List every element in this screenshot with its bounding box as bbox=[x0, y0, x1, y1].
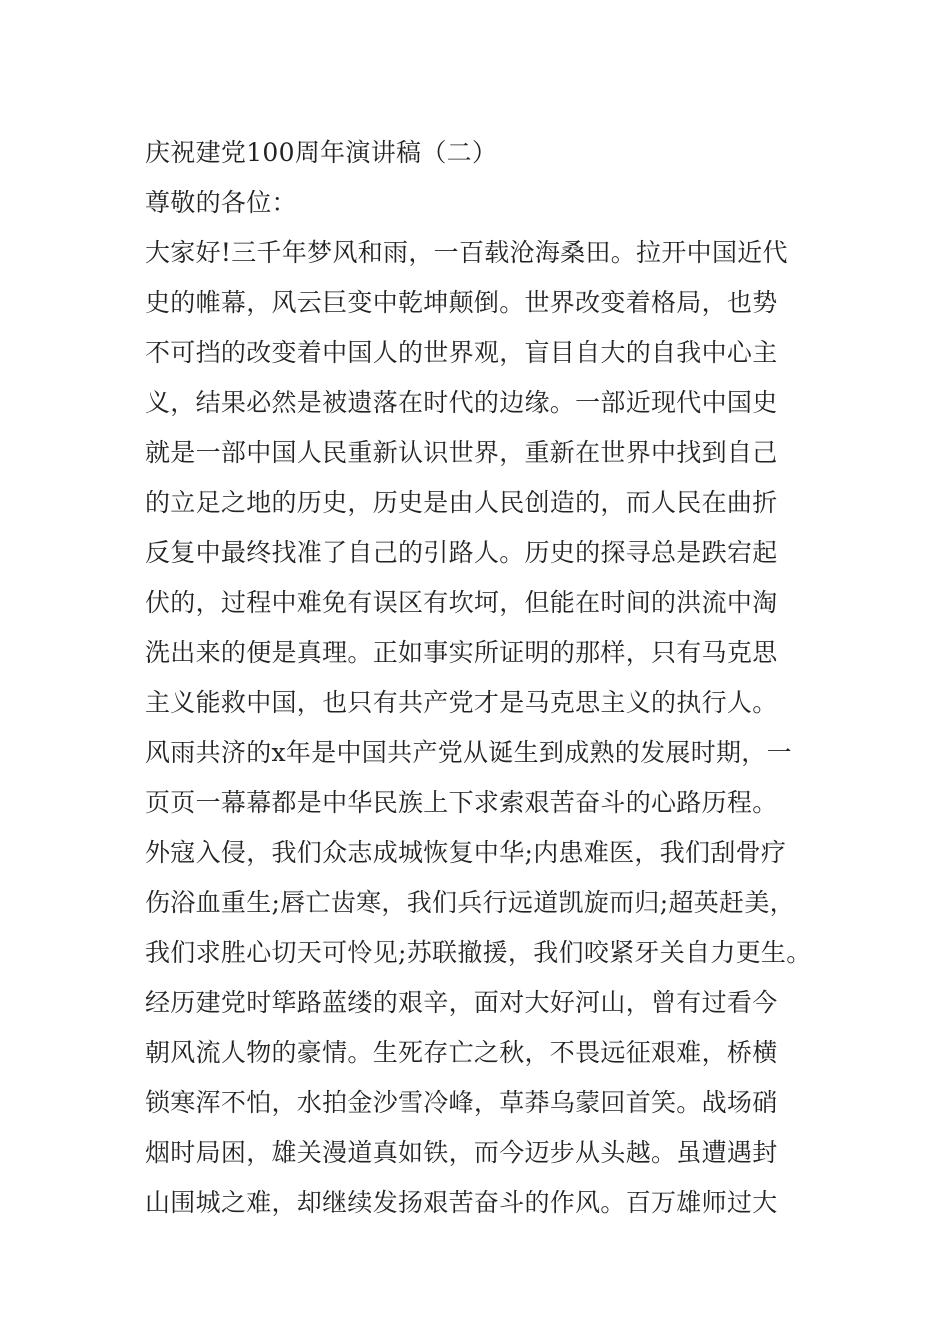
paragraph-line: 大家好!三千年梦风和雨，一百载沧海桑田。拉开中国近代 bbox=[145, 238, 788, 267]
paragraph-line: 朝风流人物的豪情。生死存亡之秋，不畏远征艰难，桥横 bbox=[145, 1038, 778, 1067]
speech-text bbox=[145, 128, 845, 1228]
paragraph-line: 风雨共济的x年是中国共产党从诞生到成熟的发展时期，一 bbox=[145, 738, 792, 767]
speech-title: 庆祝建党100周年演讲稿（二） bbox=[145, 138, 498, 167]
paragraph-line: 经历建党时筚路蓝缕的艰辛，面对大好河山，曾有过看今 bbox=[145, 988, 778, 1017]
paragraph-line: 史的帷幕，风云巨变中乾坤颠倒。世界改变着格局，也势 bbox=[145, 288, 778, 317]
paragraph-line: 锁寒浑不怕，水拍金沙雪冷峰，草莽乌蒙回首笑。战场硝 bbox=[145, 1088, 778, 1117]
speech-salutation: 尊敬的各位： bbox=[145, 188, 297, 217]
paragraph-line: 主义能救中国，也只有共产党才是马克思主义的执行人。 bbox=[145, 688, 778, 717]
paragraph-line: 山围城之难，却继续发扬艰苦奋斗的作风。百万雄师过大 bbox=[145, 1188, 778, 1217]
paragraph-line: 烟时局困，雄关漫道真如铁，而今迈步从头越。虽遭遇封 bbox=[145, 1138, 778, 1167]
paragraph-line: 就是一部中国人民重新认识世界，重新在世界中找到自己 bbox=[145, 438, 778, 467]
paragraph-line: 义，结果必然是被遗落在时代的边缘。一部近现代中国史 bbox=[145, 388, 778, 417]
paragraph-line: 页页一幕幕都是中华民族上下求索艰苦奋斗的心路历程。 bbox=[145, 788, 778, 817]
paragraph-line: 伤浴血重生;唇亡齿寒，我们兵行远道凯旋而归;超英赶美， bbox=[145, 888, 795, 917]
paragraph-line: 外寇入侵，我们众志成城恢复中华;内患难医，我们刮骨疗 bbox=[145, 838, 787, 867]
paragraph-line: 的立足之地的历史，历史是由人民创造的，而人民在曲折 bbox=[145, 488, 778, 517]
paragraph-line: 伏的，过程中难免有误区有坎坷，但能在时间的洪流中淘 bbox=[145, 588, 778, 617]
paragraph-line: 我们求胜心切天可怜见;苏联撤援，我们咬紧牙关自力更生。 bbox=[145, 938, 812, 967]
paragraph-line: 不可挡的改变着中国人的世界观，盲目自大的自我中心主 bbox=[145, 338, 778, 367]
paragraph-line: 洗出来的便是真理。正如事实所证明的那样，只有马克思 bbox=[145, 638, 778, 667]
paragraph-line: 反复中最终找准了自己的引路人。历史的探寻总是跌宕起 bbox=[145, 538, 778, 567]
